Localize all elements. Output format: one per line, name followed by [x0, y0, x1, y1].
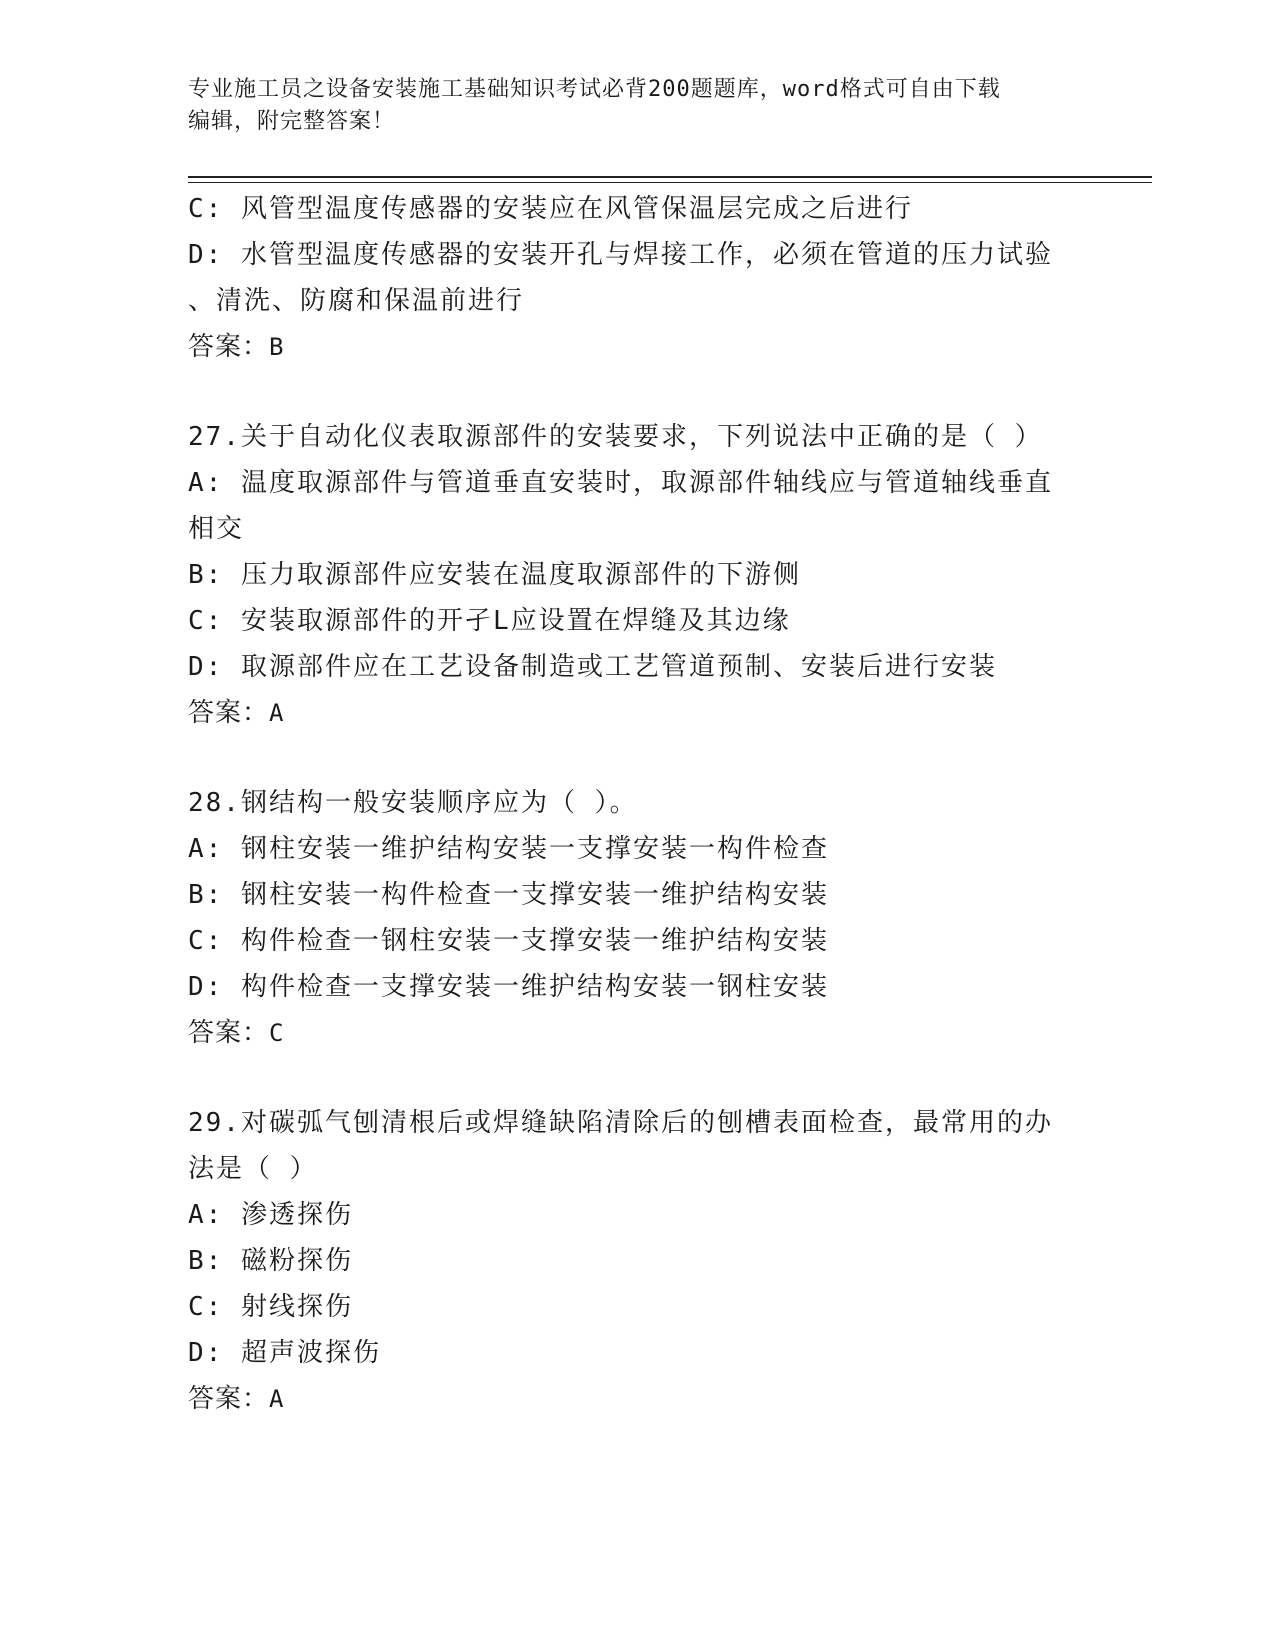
option-b: B: 钢柱安装一构件检查一支撑安装一维护结构安装: [188, 880, 829, 910]
answer-label: 答案：: [188, 1018, 270, 1048]
spacer: [188, 370, 1088, 414]
option-c: C: 风管型温度传感器的安装应在风管保温层完成之后进行: [188, 194, 913, 224]
answer-value: B: [269, 333, 285, 361]
spacer: [188, 1056, 1088, 1100]
question-stem: 28.钢结构一般安装顺序应为（ ）。: [188, 788, 638, 818]
option-c: C: 射线探伤: [188, 1292, 353, 1322]
header-title-line1: 专业施工员之设备安装施工基础知识考试必背200题题库，word格式可自由下载: [188, 77, 1001, 102]
answer-value: C: [269, 1019, 285, 1047]
option-b: B: 磁粉探伤: [188, 1246, 353, 1276]
option-d: D: 构件检查一支撑安装一维护结构安装一钢柱安装: [188, 972, 829, 1002]
answer-line: [188, 324, 1088, 370]
option-d: D: 取源部件应在工艺设备制造或工艺管道预制、安装后进行安装: [188, 652, 997, 682]
option-d: D: 超声波探伤: [188, 1338, 381, 1368]
answer-label: 答案：: [188, 332, 270, 362]
option-c: C: 构件检查一钢柱安装一支撑安装一维护结构安装: [188, 926, 829, 956]
option-c: C: 安装取源部件的开孑L应设置在焊缝及其边缘: [188, 606, 791, 636]
option-a: A: 钢柱安装一维护结构安装一支撑安装一构件检查: [188, 834, 829, 864]
answer-line: [188, 1376, 1088, 1422]
header-divider: [188, 176, 1152, 178]
question-block-29: [188, 1100, 1088, 1422]
question-stem: 29.对碳弧气刨清根后或焊缝缺陷清除后的刨槽表面检查，最常用的办: [188, 1108, 1053, 1138]
option-a: A: 温度取源部件与管道垂直安装时，取源部件轴线应与管道轴线垂直: [188, 468, 1053, 498]
header-title-line2: 编辑，附完整答案！: [188, 109, 396, 134]
option-d-continued: 、清洗、防腐和保温前进行: [188, 286, 525, 316]
document-header: [188, 74, 1088, 138]
question-content: [188, 186, 1088, 1422]
question-block-26: [188, 186, 1088, 370]
question-block-27: [188, 414, 1088, 736]
option-a-continued: 相交: [188, 514, 245, 544]
answer-label: 答案：: [188, 698, 270, 728]
question-block-28: [188, 780, 1088, 1056]
answer-line: [188, 690, 1088, 736]
option-a: A: 渗透探伤: [188, 1200, 353, 1230]
header-divider-thin: [188, 182, 1152, 183]
answer-value: A: [269, 699, 285, 727]
question-stem: 27.关于自动化仪表取源部件的安装要求，下列说法中正确的是（ ）: [188, 422, 1043, 452]
answer-label: 答案：: [188, 1384, 270, 1414]
answer-value: A: [269, 1385, 285, 1413]
answer-line: [188, 1010, 1088, 1056]
option-b: B: 压力取源部件应安装在温度取源部件的下游侧: [188, 560, 801, 590]
question-stem-continued: 法是（ ）: [188, 1154, 318, 1184]
spacer: [188, 736, 1088, 780]
option-d: D: 水管型温度传感器的安装开孔与焊接工作，必须在管道的压力试验: [188, 240, 1053, 270]
